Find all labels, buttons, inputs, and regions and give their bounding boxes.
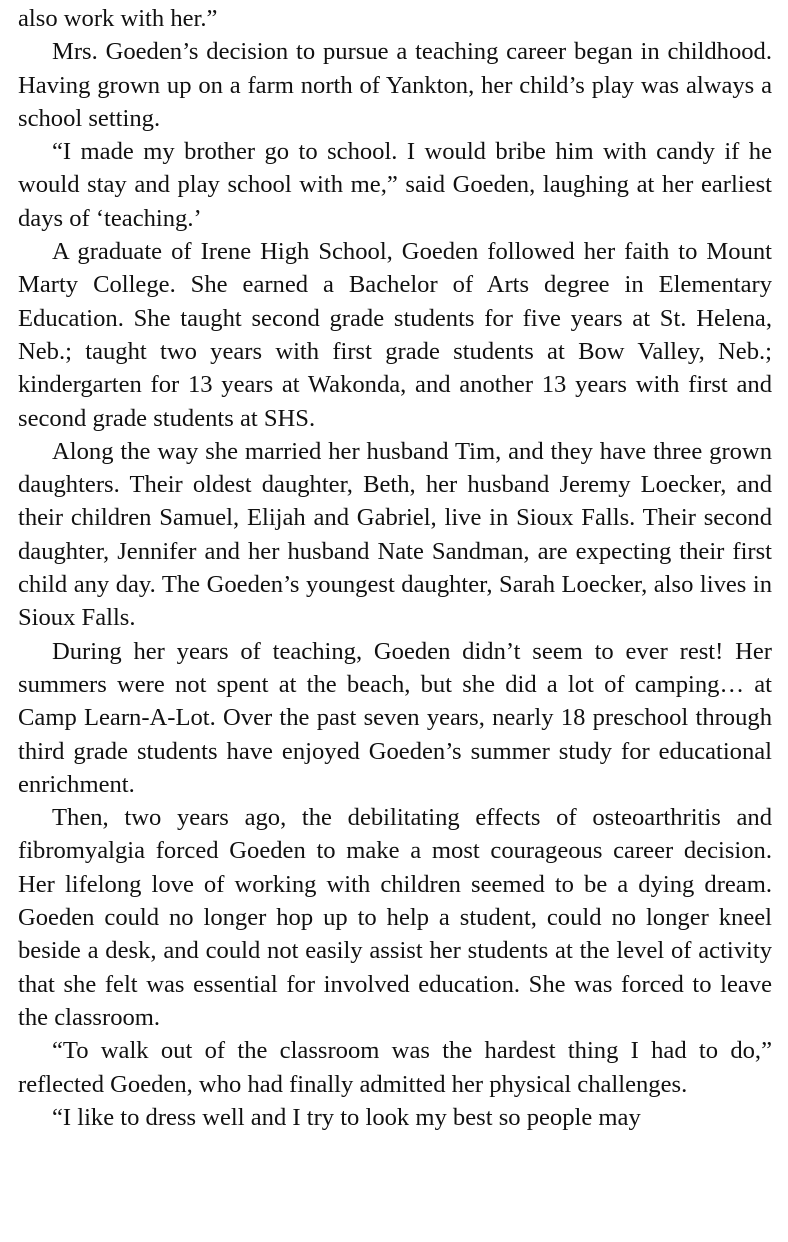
paragraph-career-decision: Mrs. Goeden’s decision to pursue a teaching career began in childhood. Having grown up on a farm north of Yankton, her child’s play was always a school setting. — [18, 38, 772, 132]
paragraph-continuation: also work with her.” — [18, 5, 218, 32]
paragraph-health-decision: Then, two years ago, the debilitating effects of osteoarthritis and fibromyalgia forced Goeden to make a most courageous career decision. Her lifelong love of working with children seemed to be a dying dream. Goeden could no longer hop up to help a student, could no longer kneel beside a desk, and could not easily assist her students at the level of activity that she felt was essential for involved education. She was forced to leave the classroom. — [18, 804, 772, 1031]
paragraph-summer-camp: During her years of teaching, Goeden didn’t seem to ever rest! Her summers were not spent at the beach, but she did a lot of camping… at Camp Learn-A-Lot. Over the past seven years, nearly 18 preschool through third grade students have enjoyed Goeden’s summer study for educational enrichment. — [18, 637, 772, 798]
paragraph-dress-quote: “I like to dress well and I try to look my best so people may — [52, 1103, 641, 1131]
paragraph-education-history: A graduate of Irene High School, Goeden followed her faith to Mount Marty College. She earned a Bachelor of Arts degree in Elementary Education. She taught second grade students for five years at St. Helena, Neb.; taught two years with first grade students at Bow Valley, Neb.; kindergarten for 13 years at Wakonda, and another 13 years with first and second grade students at SHS. — [18, 238, 772, 432]
paragraph-classroom-quote: “To walk out of the classroom was the hardest thing I had to do,” reflected Goeden, who had finally admitted her physical challenges. — [18, 1037, 772, 1098]
paragraph-family: Along the way she married her husband Tim, and they have three grown daughters. Their oldest daughter, Beth, her husband Jeremy Loecker, and their children Samuel, Elijah and Gabriel, live in Sioux Falls. Their second daughter, Jennifer and her husband Nate Sandman, are expecting their first child any day. The Goeden’s youngest daughter, Sarah Loecker, also lives in Sioux Falls. — [18, 437, 772, 632]
paragraph-brother-quote: “I made my brother go to school. I would bribe him with candy if he would stay and play school with me,” said Goeden, laughing at her earliest days of ‘teaching.’ — [18, 138, 772, 232]
